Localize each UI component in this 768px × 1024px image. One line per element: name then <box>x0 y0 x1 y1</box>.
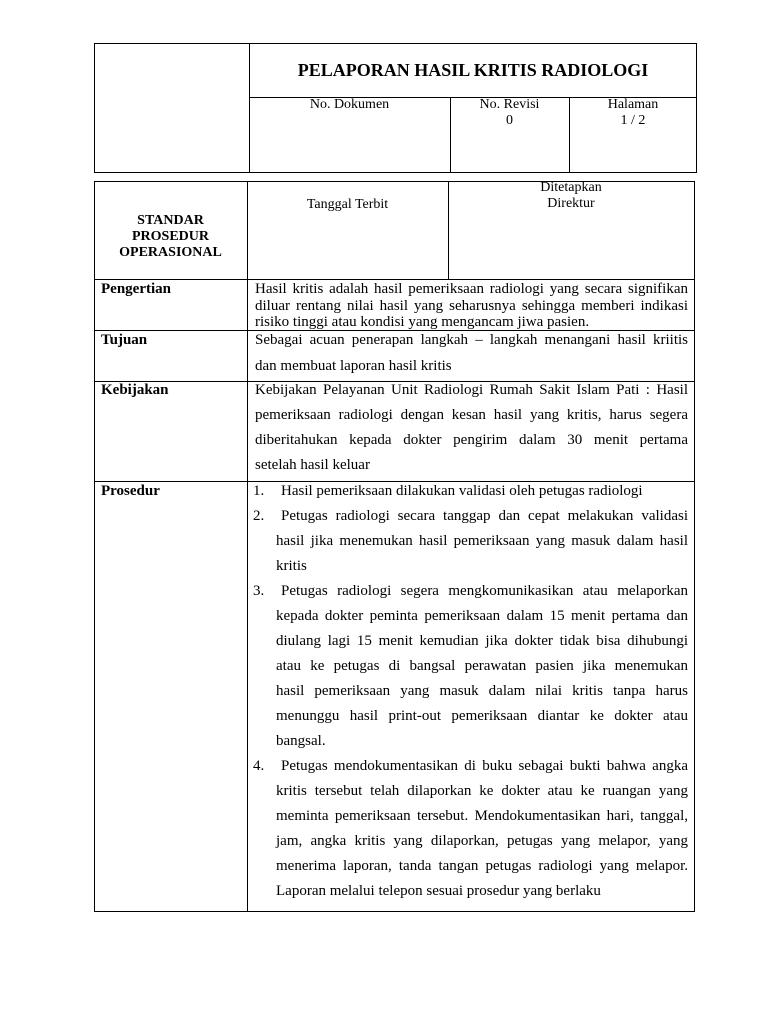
document-title: PELAPORAN HASIL KRITIS RADIOLOGI <box>297 60 649 80</box>
pengertian-text <box>255 281 688 331</box>
halaman-value: 1 / 2 <box>620 113 646 128</box>
tanggal-terbit-label: Tanggal Terbit <box>306 197 389 212</box>
logo-cell <box>95 44 248 172</box>
list-item-line: hasil jika menemukan hasil pemeriksaan yang masuk dalam hasil <box>276 533 688 549</box>
kebijakan-label: Kebijakan <box>101 382 169 398</box>
no-dokumen-cell <box>249 97 450 113</box>
list-item-line: Hasil pemeriksaan dilakukan validasi oleh petugas radiologi <box>281 483 643 499</box>
halaman-label: Halaman <box>607 97 659 112</box>
list-item-text <box>276 754 688 904</box>
list-item-line: jam, angka kritis yang dilaporkan, petugas yang melapor, yang <box>276 833 688 849</box>
halaman-cell <box>569 97 697 129</box>
list-item-line: menerima laporan, tanda tangan petugas radiologi yang melapor. <box>276 858 688 874</box>
pengertian-line: Hasil kritis adalah hasil pemeriksaan radiologi yang secara signifikan <box>255 281 688 297</box>
list-item-line: Petugas radiologi secara tanggap dan cepat melakukan validasi <box>281 508 688 524</box>
list-item-number: 4. <box>253 758 265 774</box>
sop-label <box>94 213 247 261</box>
kebijakan-line: Kebijakan Pelayanan Unit Radiologi Rumah Sakit Islam Pati : Hasil <box>255 382 688 398</box>
tujuan-line: Sebagai acuan penerapan langkah – langkah menangani hasil kriitis <box>255 332 688 348</box>
list-item <box>253 754 688 904</box>
tujuan-label: Tujuan <box>101 332 148 348</box>
list-item-line: kepada dokter peminta pemeriksaan dalam 15 menit pertama dan <box>276 608 688 624</box>
list-item-line: Petugas radiologi segera mengkomunikasikan atau melaporkan <box>281 583 688 599</box>
direktur-label: Direktur <box>547 196 595 211</box>
list-item-text <box>276 579 688 754</box>
list-item-line: kritis <box>276 558 307 574</box>
list-item-text <box>276 479 688 504</box>
list-item-number: 2. <box>253 508 265 524</box>
pengertian-line: risiko tinggi atau kondisi yang mengancam jiwa pasien. <box>255 314 590 330</box>
no-revisi-cell <box>450 97 569 129</box>
prosedur-label: Prosedur <box>101 483 160 499</box>
kebijakan-line: setelah hasil keluar <box>255 457 370 473</box>
list-item-number: 1. <box>253 483 265 499</box>
kebijakan-line: pemeriksaan radiologi dengan kesan hasil yang kritis, harus segera <box>255 407 688 423</box>
list-item-line: Laporan melalui telepon sesuai prosedur yang berlaku <box>276 883 601 899</box>
no-dokumen-label: No. Dokumen <box>309 97 390 112</box>
list-item-line: meminta pemeriksaan tersebut. Mendokumentasikan hari, tanggal, <box>276 808 688 824</box>
sop-label-line: OPERASIONAL <box>119 245 222 260</box>
kebijakan-line: diberitahukan kepada dokter pengirim dalam 30 menit pertama <box>255 432 688 448</box>
kebijakan-text <box>255 378 688 478</box>
ditetapkan-label: Ditetapkan <box>540 180 602 195</box>
pengertian-line: diluar rentang nilai hasil yang seharusnya sehingga memberi indikasi <box>255 297 688 314</box>
sop-label-line: PROSEDUR <box>131 229 209 244</box>
list-item <box>253 579 688 754</box>
list-item-line: diulang lagi 15 menit kemudian jika dokter tidak bisa dihubungi <box>276 633 688 649</box>
list-item-line: Petugas mendokumentasikan di buku sebagai bukti bahwa angka <box>281 758 688 774</box>
list-item-line: atau ke petugas di bangsal perawatan pasien jika menemukan <box>276 658 688 674</box>
prosedur-list <box>253 479 688 904</box>
ditetapkan-cell <box>448 180 694 212</box>
list-item-line: kritis tersebut telah dilaporkan ke dokter atau ke ruangan yang <box>276 783 688 799</box>
list-item <box>253 504 688 579</box>
sop-label-line: STANDAR <box>137 213 204 228</box>
list-item-text <box>276 504 688 579</box>
tujuan-line: dan membuat laporan hasil kritis <box>255 358 452 374</box>
list-item-line: hasil pemeriksaan yang masuk dalam nilai kritis tanpa harus <box>276 683 688 699</box>
no-revisi-label: No. Revisi <box>479 97 540 112</box>
list-item-line: bangsal. <box>276 733 326 749</box>
no-revisi-value: 0 <box>506 113 513 128</box>
pengertian-label: Pengertian <box>101 281 171 297</box>
sop-column-divider <box>247 181 248 912</box>
list-item-number: 3. <box>253 583 265 599</box>
list-item <box>253 479 688 504</box>
row-divider-pengertian <box>94 279 695 280</box>
tujuan-text <box>255 327 688 379</box>
list-item-line: menunggu hasil print-out pemeriksaan diantar ke dokter atau <box>276 708 688 724</box>
